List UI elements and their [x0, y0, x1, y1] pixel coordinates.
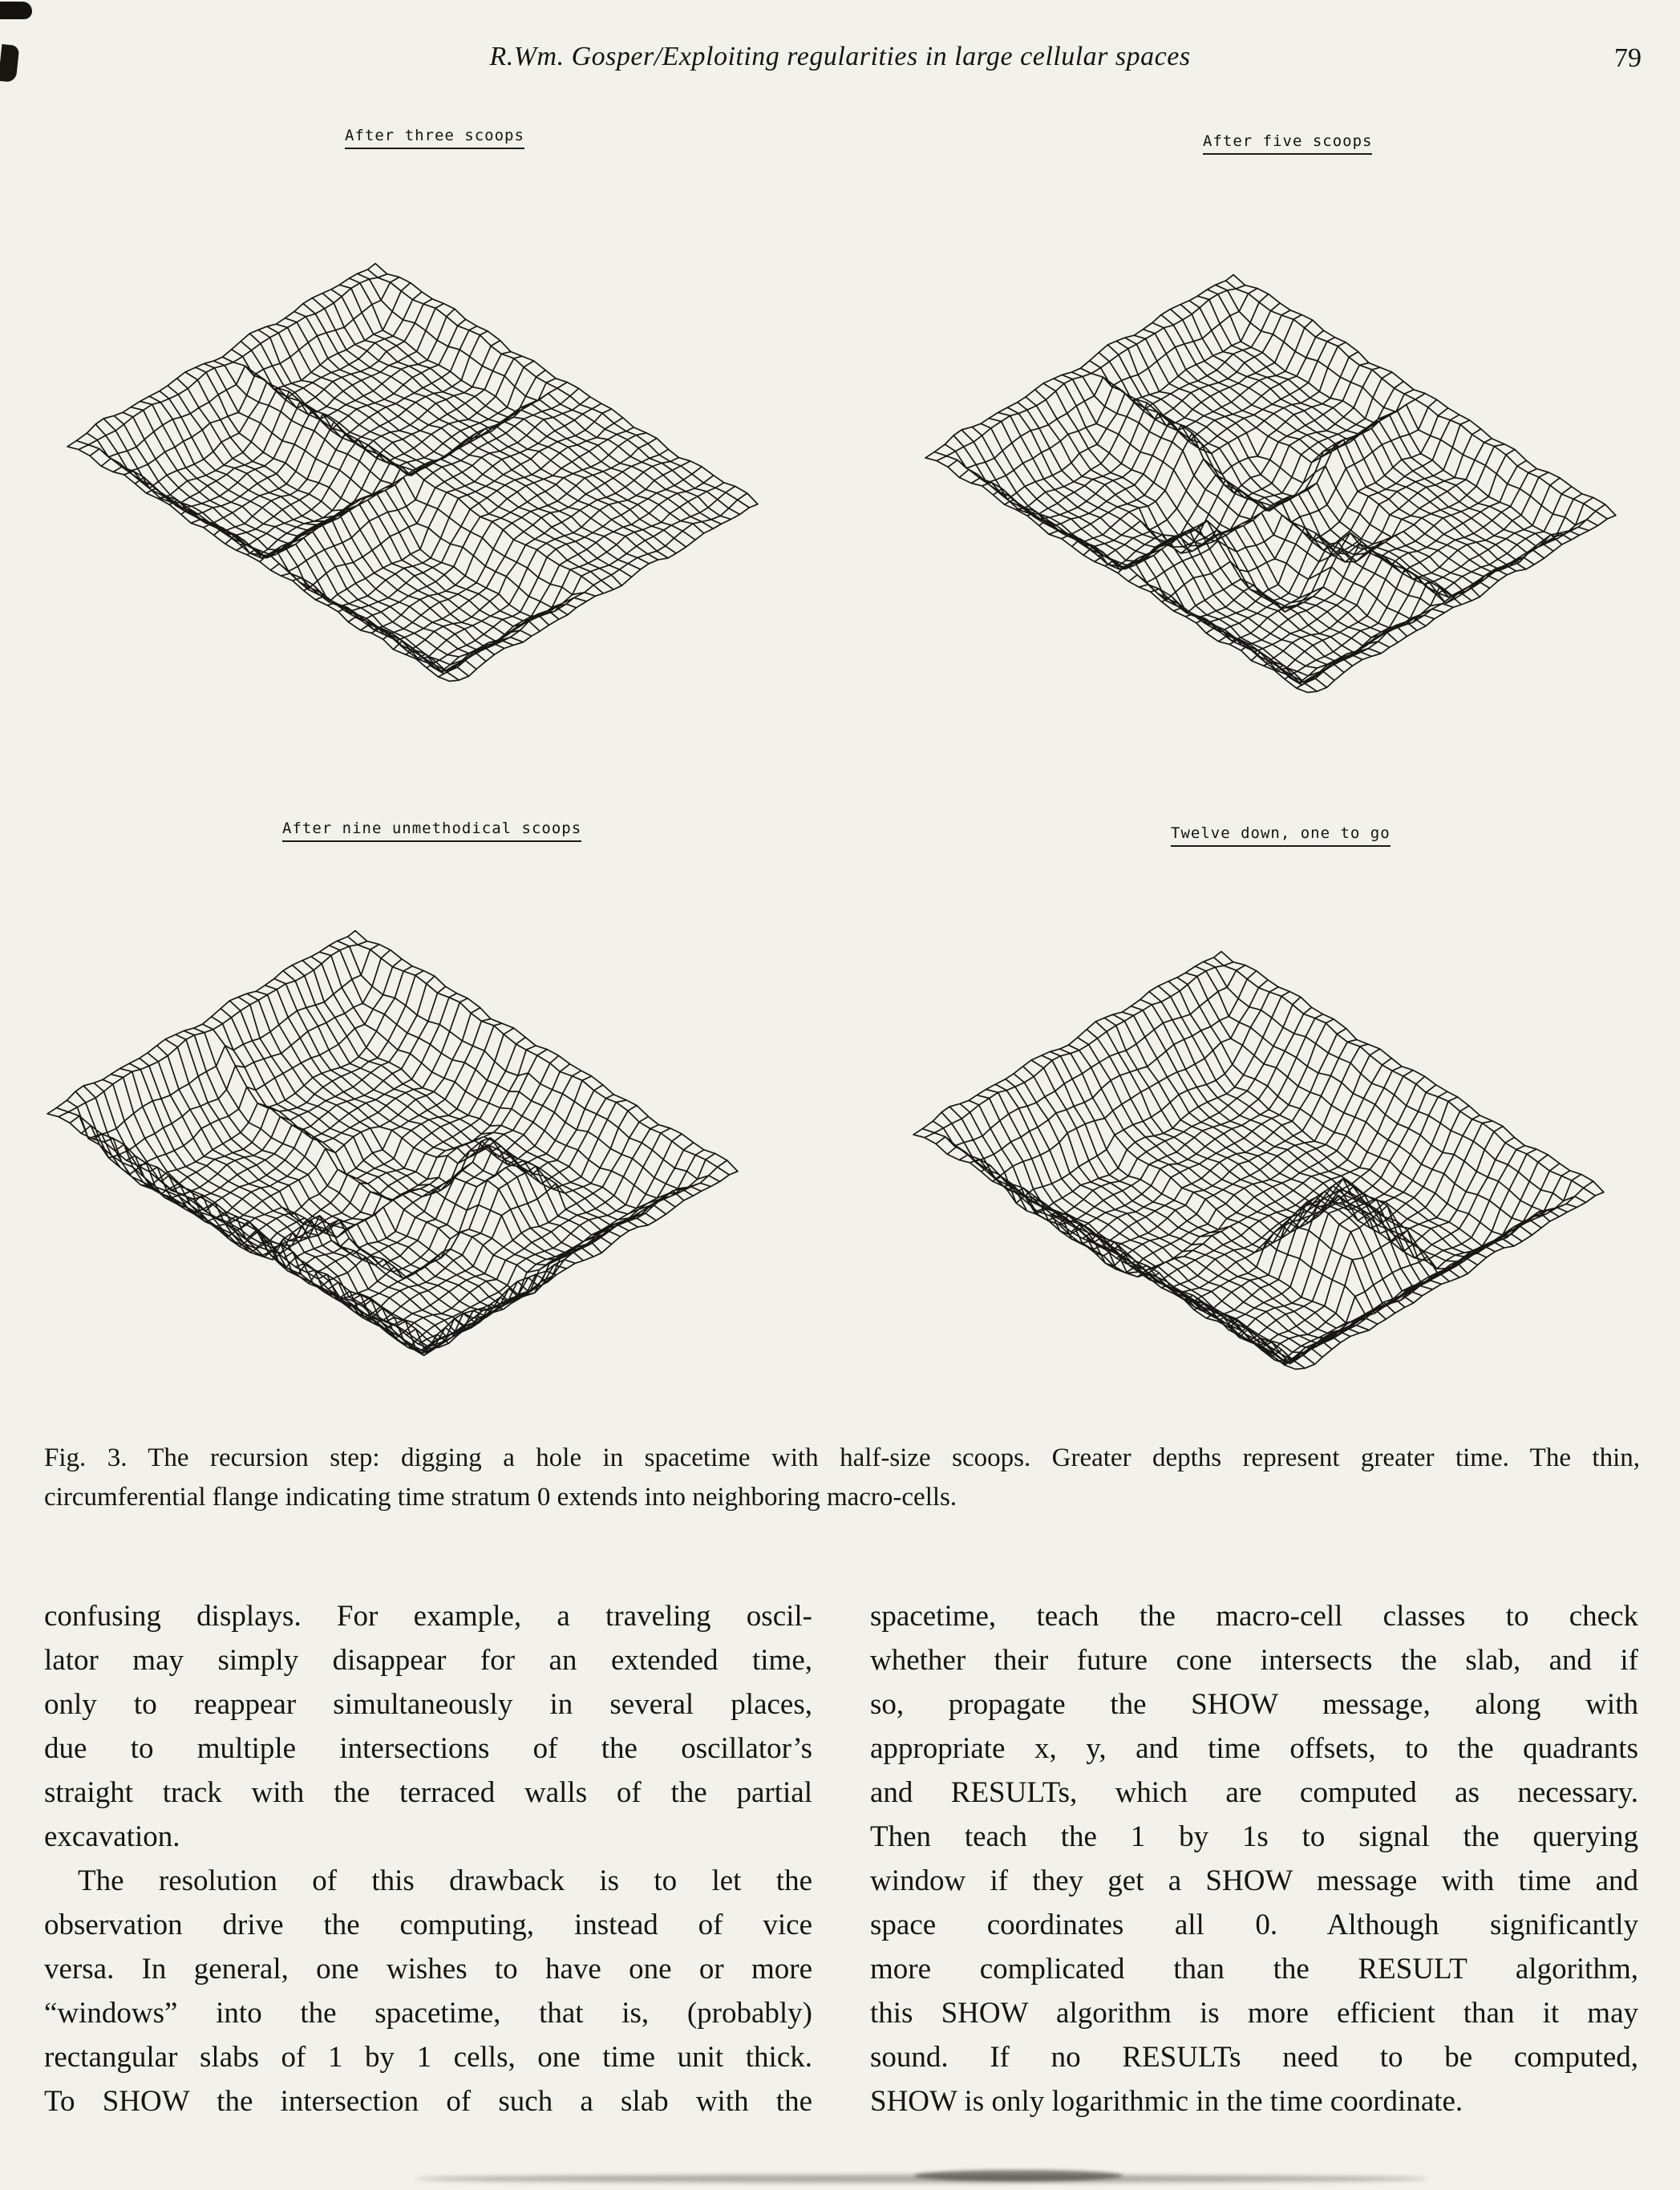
text-line: Then teach the 1 by 1s to signal the querying — [870, 1820, 1638, 1853]
text-line: only to reappear simultaneously in several places, — [44, 1688, 812, 1721]
text-line: rectangular slabs of 1 by 1 cells, one time unit thick. — [44, 2041, 812, 2074]
text-line: circumferential flange indicating time stratum 0 extends into neighboring macro-cells. — [44, 1483, 957, 1512]
body-column-right — [870, 1594, 1638, 2123]
text-line: so, propagate the SHOW message, along with — [870, 1688, 1638, 1721]
text-line: versa. In general, one wishes to have one or more — [44, 1953, 812, 1986]
text-line: excavation. — [44, 1820, 180, 1853]
plot-label-3: After nine unmethodical scoops — [282, 820, 581, 842]
text-line: and RESULTs, which are computed as necessary. — [870, 1776, 1638, 1809]
text-line: confusing displays. For example, a traveling oscil- — [44, 1600, 812, 1633]
figure-caption — [44, 1439, 1640, 1517]
text-line: space coordinates all 0. Although significantly — [870, 1909, 1638, 1941]
plot-label-1: After three scoops — [345, 127, 524, 149]
text-line: window if they get a SHOW message with time and — [870, 1864, 1638, 1897]
text-line: appropriate x, y, and time offsets, to the quadrants — [870, 1732, 1638, 1765]
mesh-figure-1 — [56, 239, 818, 792]
body-column-left — [44, 1594, 812, 2123]
text-line: sound. If no RESULTs need to be computed, — [870, 2041, 1638, 2074]
scan-artifact — [0, 44, 19, 83]
text-line: more complicated than the RESULT algorithm, — [870, 1953, 1638, 1986]
wireframe-surface-1 — [56, 239, 818, 792]
mesh-figure-4 — [902, 927, 1664, 1480]
text-line: whether their future cone intersects the slab, and if — [870, 1644, 1638, 1677]
text-line: “windows” into the spacetime, that is, (probably) — [44, 1997, 812, 2030]
text-line: Fig. 3. The recursion step: digging a hole in spacetime with half-size scoops. Greater depths represent greater time. The thin, — [44, 1443, 1640, 1472]
running-head: R.Wm. Gosper/Exploiting regularities in large cellular spaces — [489, 42, 1191, 71]
wireframe-surface-3 — [36, 906, 798, 1459]
text-line: To SHOW the intersection of such a slab with the — [44, 2085, 812, 2118]
mesh-figure-2 — [914, 250, 1676, 804]
text-line: spacetime, teach the macro-cell classes to check — [870, 1600, 1638, 1633]
text-line: observation drive the computing, instead of vice — [44, 1909, 812, 1941]
page-number: 79 — [1614, 43, 1642, 73]
text-line: due to multiple intersections of the oscillator’s — [44, 1732, 812, 1765]
text-line: The resolution of this drawback is to let the — [78, 1864, 812, 1897]
scan-artifact — [0, 2, 32, 19]
wireframe-surface-2 — [914, 250, 1676, 804]
text-line: this SHOW algorithm is more efficient than it may — [870, 1997, 1638, 2030]
text-line: lator may simply disappear for an extended time, — [44, 1644, 812, 1677]
text-line: straight track with the terraced walls of the partial — [44, 1776, 812, 1809]
plot-label-2: After five scoops — [1203, 132, 1372, 155]
wireframe-surface-4 — [902, 927, 1664, 1480]
mesh-figure-3 — [36, 906, 798, 1459]
text-line: SHOW is only logarithmic in the time coordinate. — [870, 2085, 1463, 2118]
scan-artifact — [914, 2170, 1123, 2181]
plot-label-4: Twelve down, one to go — [1171, 824, 1391, 847]
